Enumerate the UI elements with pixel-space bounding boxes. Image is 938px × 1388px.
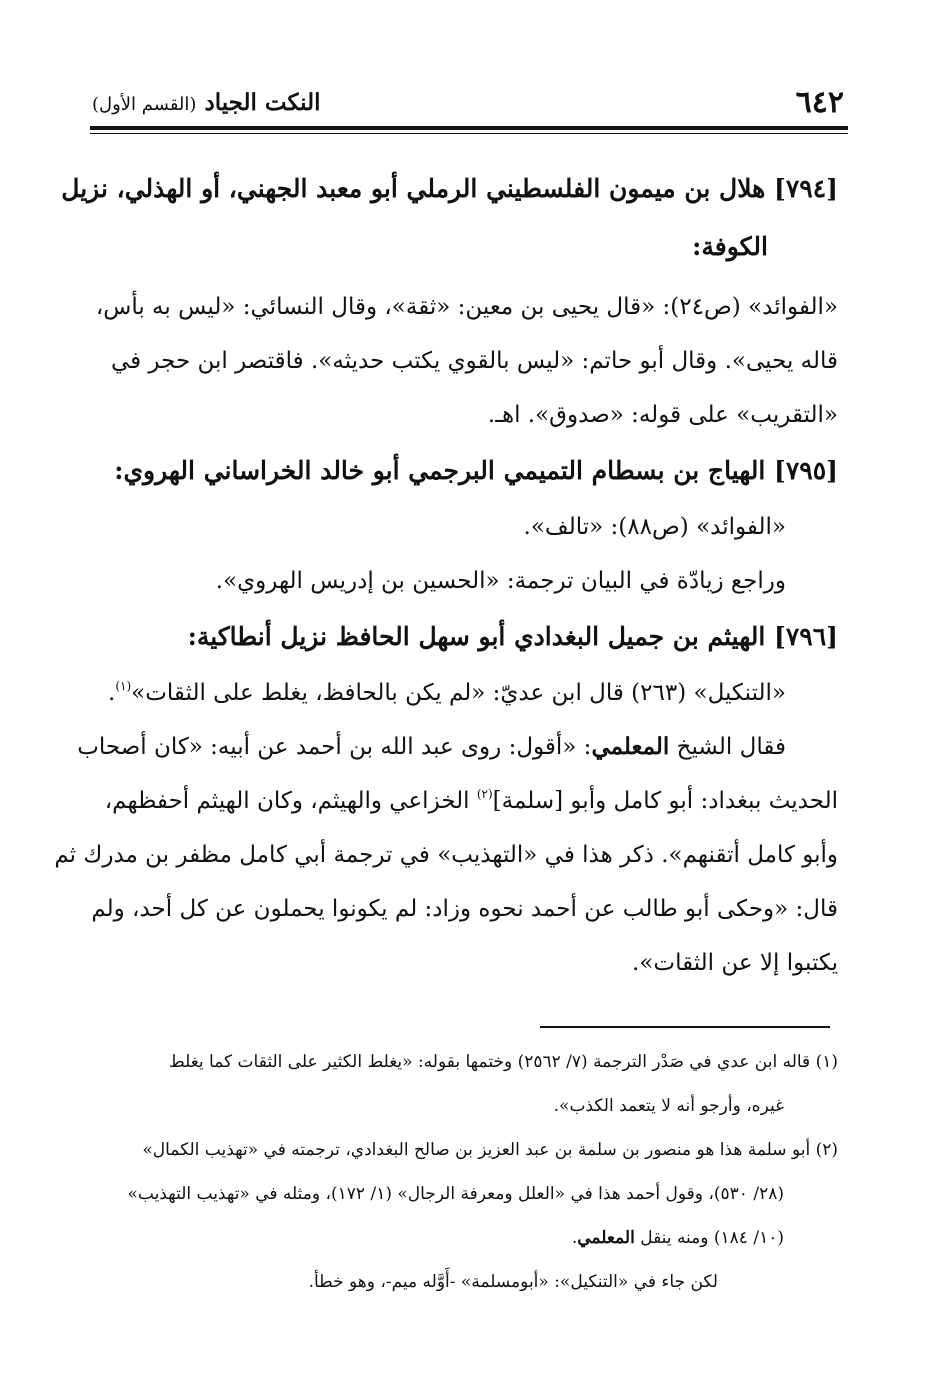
entry-794-text-line: «الفوائد» (ص٢٤): «قال يحيى بن معين: «ثقة»، وقال النسائي: «ليس به بأس، [95,294,838,320]
page-number: ٦٤٢ [795,84,844,120]
muallimi-text: : «أقول: روى عبد الله بن أحمد عن أبيه: «كان أصحاب [77,734,592,760]
footnote-text: (١٠/ ١٨٤) ومنه ينقل [634,1228,784,1248]
entry-794-heading: [٧٩٤] هلال بن ميمون الفلسطيني الرملي أبو معبد الجهني، أو الهذلي، نزيل [61,174,838,203]
main-text [54,160,838,990]
muallimi-line: وأبو كامل أتقنهم». ذكر هذا في «التهذيب» في ترجمة أبي كامل مظفر بن مدرك ثم [54,842,838,868]
muallimi-text: الخزاعي والهيثم، وكان الهيثم أحفظهم، [104,788,477,814]
header-rule-thin [90,133,848,134]
entry-794-heading-cont: الكوفة: [692,232,768,261]
footnote-1-line: غيره، وأرجو أنه لا يتعمد الكذب». [553,1096,784,1116]
header-rule-thick [90,126,848,130]
book-title: النكت الجياد [204,88,321,116]
muallimi-line [77,720,838,774]
footnotes [92,1040,838,1304]
footnote-1-line: (١) قاله ابن عدي في صَدْر الترجمة (٧/ ٢٥٦٢) وختمها بقوله: «يغلط الكثير على الثقات كما يغلط [168,1052,838,1072]
entry-795-heading: [٧٩٥] الهياج بن بسطام التميمي البرجمي أبو خالد الخراساني الهروي: [114,456,838,485]
tankil-quote: «التنكيل» (٢٦٣) قال ابن عديّ: «لم يكن بالحافظ، يغلط على الثقات» [131,680,786,706]
footnote-2-line: لكن جاء في «التنكيل»: «أبومسلمة» -أَوَّله ميم-، وهو خطأ. [308,1272,718,1292]
entry-794-text-line: قاله يحيى». وقال أبو حاتم: «ليس بالقوي يكتب حديثه». فاقتصر ابن حجر في [110,348,838,374]
tankil-end: . [108,680,116,706]
muallimi-text: الحديث ببغداد: أبو كامل وأبو [سلمة] [492,788,838,814]
footnote-separator [540,1026,830,1028]
running-header [92,82,844,122]
entry-795-text-line: «الفوائد» (ص٨٨): «تالف». [523,514,786,540]
muallimi-text: فقال الشيخ [669,734,786,760]
entry-796-heading: [٧٩٦] الهيثم بن جميل البغدادي أبو سهل الحافظ نزيل أنطاكية: [187,622,838,651]
author-name-muallimi: المعلمي [591,733,670,760]
footnote-ref-1[interactable]: (١) [115,679,132,693]
entry-796-tankil-line [92,666,838,720]
running-title [92,89,321,116]
muallimi-line: قال: «وحكى أبو طالب عن أحمد نحوه وزاد: لم يكونوا يحملون عن كل أحد، ولم [91,896,838,922]
muallimi-line [92,774,838,828]
author-name-muallimi: المعلمي [577,1228,635,1248]
footnote-ref-2[interactable]: (٢) [476,787,493,801]
footnote-2-line: (٢٨/ ٥٣٠)، وقول أحمد هذا في «العلل ومعرفة الرجال» (١/ ١٧٢)، ومثله في «تهذيب التهذيب» [127,1184,784,1204]
footnote-2-line [92,1216,838,1260]
footnote-text: . [571,1228,578,1248]
entry-795-text-line: وراجع زيادّة في البيان ترجمة: «الحسين بن إدريس الهروي». [215,568,786,594]
entry-794-text-line: «التقريب» على قوله: «صدوق». اهـ. [487,402,838,428]
footnote-2-line: (٢) أبو سلمة هذا هو منصور بن سلمة بن عبد العزيز بن صالح البغدادي، ترجمته في «تهذيب الكمال» [142,1140,838,1160]
book-section: (القسم الأول) [92,93,197,115]
muallimi-line: يكتبوا إلا عن الثقات». [632,950,838,976]
